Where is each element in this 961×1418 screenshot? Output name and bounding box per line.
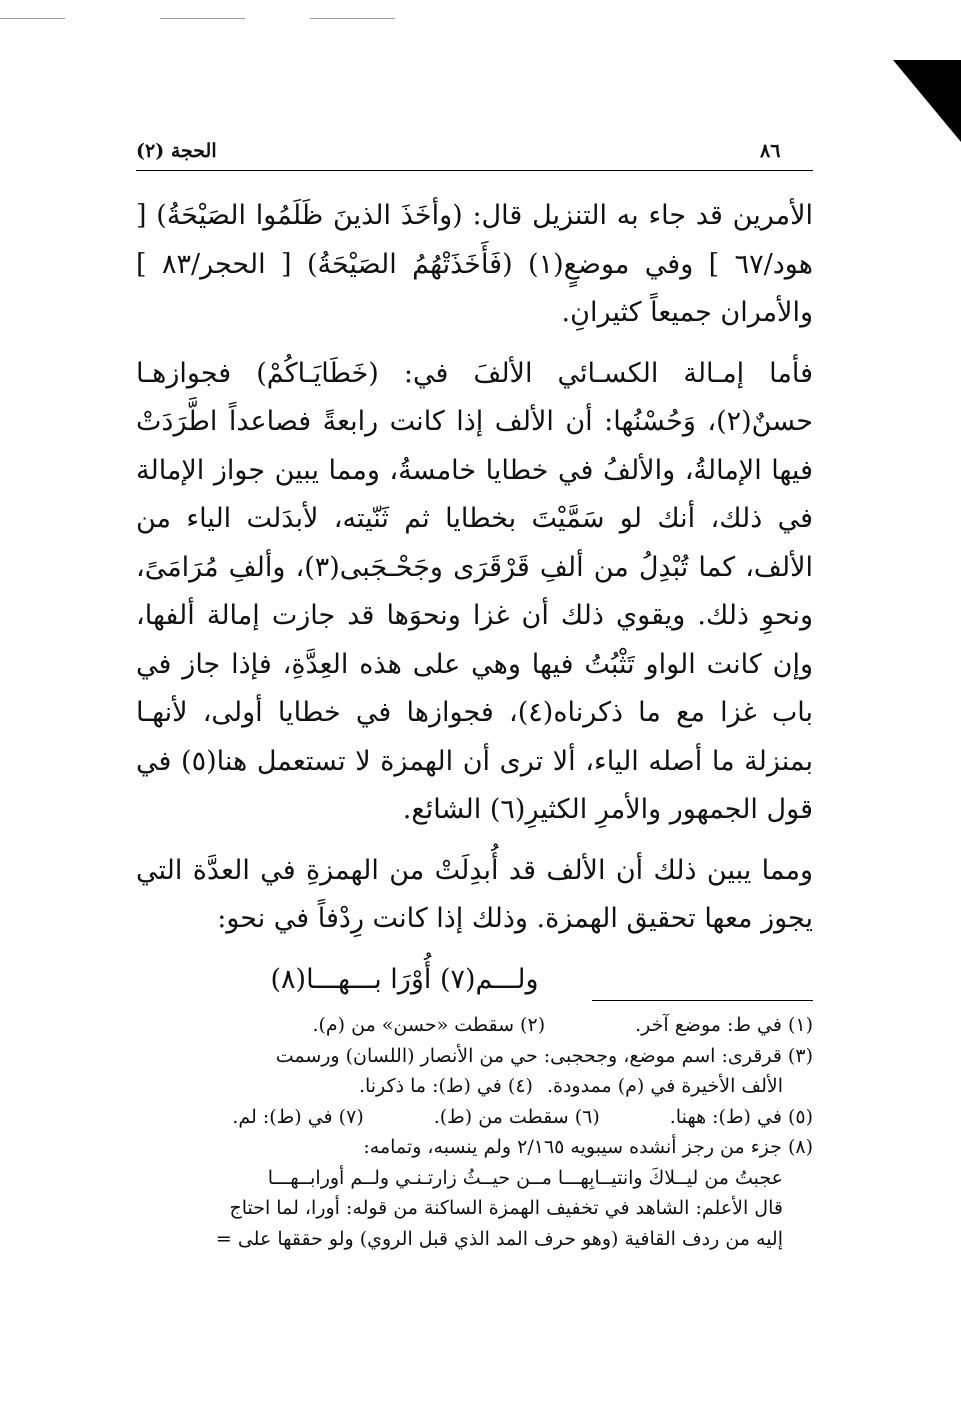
verse-fragment: ولـــم(٧) أُوْرَا بـــهـــا(٨): [270, 963, 539, 995]
paragraph: الأمرين قد جاء به التنزيل قال: (وأخَذَ الذينَ ظَلَمُوا الصَيْحَةُ) [ هود/٦٧ ] وفي موضعٍ(١) (فَأَخَذَتْهُمُ الصَيْحَةُ) [ الحجر/٨٣ ] والأمران جميعاً كثيرانِ.: [136, 200, 813, 328]
footnote-5: (٥) في (ط): ههنا.: [669, 1105, 813, 1128]
main-text: [136, 192, 813, 1004]
paragraph: فأما إمـالة الكسـائي الألفَ في: (خَطَايَـاكُمْ) فجوازهـا حسنٌ(٢)، وَحُسْنُها: أن الألف إذا كانت رابعةً فصاعداً اطَّرَدَتْ فيها الإمالةُ، والألفُ في خطايا خامسةُ، ومما يبين جواز الإمالة في ذلك، أنك لو سَمَّيْتَ بخطايا ثم ثَنّيته، لأبدَلت الياء من الألف، كما تُبْدِلُ من ألفِ قَرْقَرَى وجَحْـجَبى(٣)، وألفِ مُرَامَىً، ونحوِ ذلك. ويقوي ذلك أن غزا ونحوَها قد جازت إمالة ألفها، وإن كانت الواو تَثْبُتُ فيها وهي على هذه العِدَّةِ، فإذا جاز في باب غزا مع ما ذكرناه(٤)، فجوازها في خطايا أولى، لأنهـا بمنزلة ما أصله الياء، ألا ترى أن الهمزة لا تستعمل هنا(٥) في قول الجمهور والأمرِ الكثيرِ(٦) الشائع.: [136, 357, 814, 825]
footnote-commentary-cont: إليه من ردف القافية (وهو حرف المد الذي قبل الروي) ولو حققها على =: [215, 1227, 783, 1250]
scan-edge-line: [160, 18, 245, 19]
footnote-commentary: قال الأعلم: الشاهد في تخفيف الهمزة الساكنة من قوله: أورا، لما احتاج: [229, 1197, 783, 1219]
header-rule: [136, 170, 813, 171]
footnote-4: (٤) في (ط): ما ذكرنا.: [358, 1075, 533, 1097]
corner-fold-mark: [893, 60, 961, 142]
footnote-7: (٧) في (ط): لم.: [232, 1105, 364, 1128]
footnote-3-cont: الألف الأخيرة في (م) ممدودة.: [546, 1075, 783, 1097]
footnote-poem: عجبتُ من ليــلاكَ وانتيــابِهـــا مــن حيــثُ زارتـنـي ولــم أورابــهـــا: [267, 1166, 783, 1189]
paragraph: ومما يبين ذلك أن الألف قد أُبدِلَتْ من الهمزةِ في العدَّة التي يجوز معها تحقيق الهمزة. وذلك إذا كانت رِدْفاً في نحو:: [136, 854, 813, 934]
footnote-1: (١) في ط: موضع آخر.: [635, 1014, 813, 1036]
footnote-rule: [592, 1000, 813, 1001]
scan-edge-line: [0, 18, 65, 19]
running-title: الحجة (٢): [136, 140, 217, 162]
footnotes: [136, 1010, 813, 1254]
footnote-3: (٣) قرقرى: اسم موضع، وجحجبى: حي من الأنصار (اللسان) ورسمت: [275, 1044, 813, 1067]
footnote-8: (٨) جزء من رجز أنشده سيبويه ٢/١٦٥ ولم ينسبه، وتمامه:: [363, 1136, 813, 1158]
page-header: [136, 138, 813, 168]
page-number: ٨٦: [760, 140, 781, 162]
scan-edge-line: [310, 18, 395, 19]
footnote-6: (٦) سقطت من (ط).: [433, 1105, 600, 1128]
footnote-2: (٢) سقطت «حسن» من (م).: [312, 1014, 546, 1036]
